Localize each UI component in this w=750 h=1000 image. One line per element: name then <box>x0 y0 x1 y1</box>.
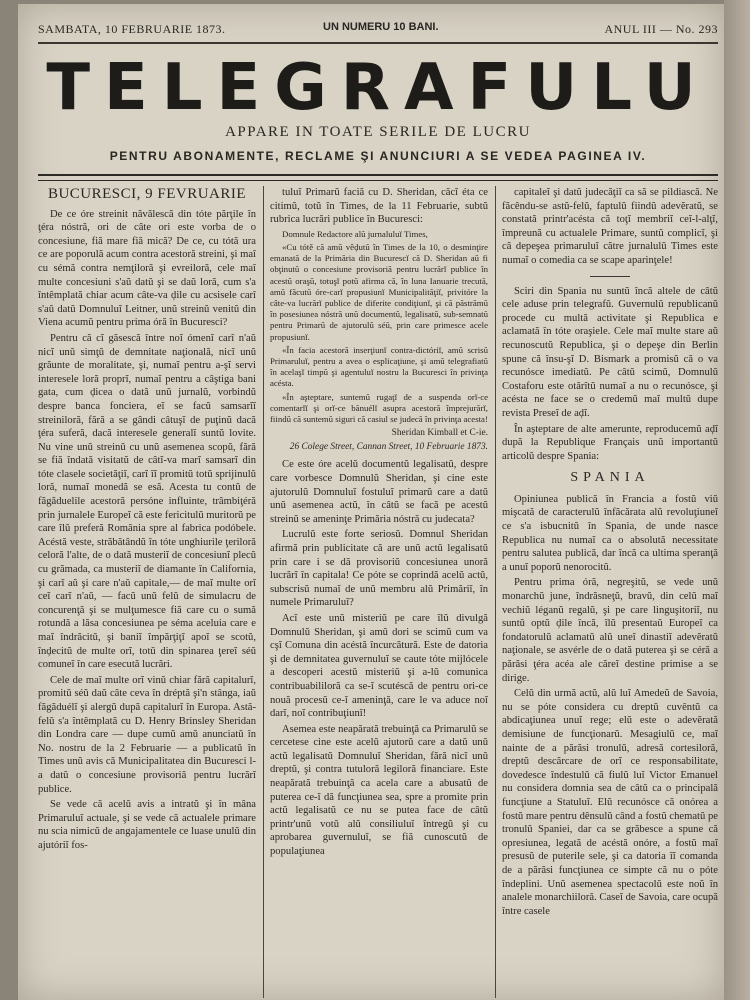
article-dateline: BUCURESCI, 9 FEVRUARIE <box>47 186 247 202</box>
letter-paragraph: «În facia acestoră inserţiunĭ contra-dictóriĭ, amŭ scrisŭ Primaruluĭ, pentru a avea o esplicaţiune, şi amŭ telegrafiatŭ în acelaşĭ timpŭ şi agentuluĭ nostru la Bucuresci în privinţa acésta. <box>270 344 488 389</box>
issue-date: SAMBATA, 10 FEBRUARIE 1873. <box>38 22 226 36</box>
paragraph: Opiniunea publică în Francia a fostŭ viŭ mişcată de caracterulŭ înfăcărata alŭ revoluţiuneĭ ce s'a isbucnitŭ în Spania, de unde nasce Republica nu numaĭ ca o absolută necessitate pentru salutea publică, dar încă ca ultima speranţă a unuĭ poporŭ nenorocitŭ. <box>502 493 718 573</box>
paragraph: Celŭ din urmă actŭ, alŭ luĭ Amedeŭ de Savoia, nu se póte considera cu dreptŭ cuvêntŭ ca abdicaţiunea unuĭ rege; elŭ este o adevĕrată demisiune de funcţionarŭ. Mesagiulŭ ce, maĭ nainte de a părăsi tronulŭ, adresă cortesiloră, dreptŭ descărcare de orĭ ce responsabilitate, dovedesce îndestulŭ că fiulŭ luĭ Victor Emanuel nu considera domnia sea de câtŭ ca o principală funcţiune a Statuluĭ. Elŭ recunósce că onórea a fostŭ mare pentru dênsulŭ când a fostŭ chematŭ pe tronulŭ Spaniei, dar ca se grăbesce a spune că opresiunea, legată de acéstă onóre, a fostŭ maĭ presusŭ de puterile sele, şi ca datoria îĭ comanda de a părăsi funcţiunea ce simpte că nu o póte îndeplini. Unŭ asemenea spectacolŭ este noŭ în analele monarchiiloră. Caseĭ de Savoia, care ocupă între casele <box>502 688 718 917</box>
paragraph: Sciri din Spania nu suntŭ încă altele de câtŭ cele aduse prin telegrafŭ. Guvernulŭ republicanŭ procede cu multă activitate şi Republica e aclamată în tóte oraşiele. Cele maĭ multe stare aŭ recunoscutŭ Republica, şi o depeşe din Berlin spune că însu-şĭ D. Bismark a promisŭ că o va recunósce imediatŭ. Pe câtŭ scimŭ, Domnulŭ Costaforu este otărîtŭ numaĭ a nu o recunósce, şi acésta ne face se o credemŭ maĭ multŭ dupe revista Preseĭ de aḑĭ. <box>502 285 718 419</box>
header-rule <box>38 174 718 181</box>
newspaper-title: TELEGRAFULU <box>46 51 710 125</box>
section-heading: SPANIA <box>570 470 650 486</box>
column-2 <box>270 186 488 998</box>
letter-address: 26 Colege Street, Cannan Street, 10 Februarie 1873. <box>289 441 488 452</box>
paragraph: Cele de maĭ multe orĭ vinŭ chiar fără capitalurĭ, promitŭ séŭ daŭ câte ceva în dréptă şi'n stânga, iaŭ făgăduélĭ şi alergŭ după capitalurĭ în Europa. Astă-felŭ s'a întêmplată cu D. Henry Brinsley Sheridan din Londra care — dupe cumŭ amŭ anunciatŭ în No. nostru de la 2 Februarie — a publicatŭ în Times unŭ avis că Municipalitatea din Bucuresci l-a datŭ o concesiune provisoriă pentru lucrărĭ publice. <box>38 674 256 795</box>
paragraph: Lucrulŭ este forte seriosŭ. Domnul Sheridan afirmă prin publicitate că are unŭ actŭ legalisatŭ prin care i se dă provisoriŭ concesiunea unoră lucrărĭ în capitala! Ce póte se coprindă acelŭ actŭ, subscrisŭ numaĭ de unŭ membru alŭ Primăriĭ, în numele Primaruluĭ? <box>270 529 488 609</box>
paragraph: tuluĭ Primarŭ faciă cu D. Sheridan, căcĭ éta ce citimŭ, totŭ în Times, de la 11 Februarie, subtŭ rubrica lucrări publice în Bucuresci: <box>270 187 488 226</box>
paragraph: capitaleĭ şi datŭ judecăţiĭ ca să se pildiască. Ne făcêndu-se astŭ-felŭ, faptulŭ fiindŭ adevĕratŭ, se constată printr'acésta că toţĭ membriĭ ceĭ-l-alţĭ, împreună cu actualele Primare, suntŭ complicĭ, şi că depeşea primaruluĭ către jurnalulŭ Times este numaĭ o comedia ca se scape aparinţele! <box>502 187 718 266</box>
issue-number: ANUL III — No. 293 <box>604 22 718 36</box>
header-strip <box>38 12 718 44</box>
issue-price: UN NUMERU 10 BANI. <box>323 21 439 33</box>
background-edge <box>724 0 750 1000</box>
paragraph: De ce óre streinit năvălescă din tóte părţile în ţéra nóstră, ori de câte ori este vorba de o concesiune, fiă mare fiă mică? De ce, cu tótă ura ce are poporulă acum contra acestoră streini, şi maî cu sémă contra nemţiloră şi evreiloră, cele maî multe concesiuni s'aŭ datŭ şi se daŭ loră, cum s'a întêmplată chiar acum câte-va ḑile cu acsisele carî s'aŭ datŭ Domnuluĭ Leitner, unŭ streinŭ venitŭ din Viena acumŭ pentru prima óră în Bucuresci? <box>38 208 256 329</box>
paragraph: Pentru prima óră, negreşitŭ, se vede unŭ monarchŭ june, îndrăsneţŭ, bravŭ, din celŭ maĭ vechiŭ léganŭ regalŭ, şi pe care linguşitoriĭ, nu suntŭ optŭ ḑile încă, îlŭ presentaŭ Europeĭ ca fondatorulŭ aclamatŭ alŭ uneĭ dinastiĭ adevĕratŭ naţionale, se asvérle de o dată puterea şi se céră a părăsi ţéra acéa ale căreĭ destine primise a se dirige. <box>502 577 718 684</box>
publication-schedule: APPARE IN TOATE SERILE DE LUCRU <box>225 124 531 140</box>
column-1 <box>38 186 256 998</box>
letter-paragraph: «În aşteptare, suntemŭ rugaţĭ de a suspenda orĭ-ce comentarĭĭ şi orĭ-ce bănuélĭ asupra acestoră împrejurărĭ, fiindŭ că suntemŭ siguri că casiul se judecă în privinţa acesta! <box>270 391 488 425</box>
column-divider <box>263 186 264 998</box>
subscription-notice: PENTRU ABONAMENTE, RECLAME ŞI ANUNCIURI A SE VEDEA PAGINEA IV. <box>109 149 647 163</box>
column-divider <box>495 186 496 998</box>
paragraph: În aşteptare de alte amerunte, reproducemŭ aḑĭ după la Republique Français unŭ importantŭ articolŭ despre Spania: <box>502 423 718 462</box>
letter-signature: Sheridan Kimball et C-ie. <box>391 428 488 439</box>
letter-paragraph: «Cu tótě că amŭ vêḑutŭ în Times de la 10, o desminţire emanată de la Primăria din Bucurescĭ că D. Sheridan aŭ fi obţinutŭ o concesiune provisoriă pentru lucrărĭ publice în acestŭ oraşŭ, totuşĭ potŭ afirma că, în luna Ianuarie trecută, amŭ făcutŭ óre-carĭ propusiunĭ Municipalităţiĭ, privitóre la câte-va lucrărĭ publice de diferite condiţiunĭ, şi că păstrămŭ în posesiunea nóstră unŭ documentŭ, legalisatŭ, sub-semnatŭ pentru Primarŭ de ajutorulŭ séŭ, prin care primesce acele propusiunĭ. <box>270 241 488 342</box>
column-3 <box>502 186 718 998</box>
letter-salutation: Domnule Redactore alŭ jurnaluluĭ Times, <box>282 228 428 239</box>
paragraph: Ce este óre acelŭ documentŭ legalisatŭ, despre care vorbesce Domnulŭ Sheridan, şi cine este ajutorulŭ Domnuluĭ fostuluĭ primarŭ care a datŭ unŭ asemenea actŭ, în câtŭ se facă pe acestŭ streinŭ se ameninţe Primăria nóstră cu judecata? <box>270 459 488 525</box>
paragraph: Acĭ este unŭ misteriŭ pe care îlŭ divulgă Domnulŭ Sheridan, şi amŭ dori se scimŭ cum va cşĭ Comuna din acéstă încurcătură. Este de datoria şi de demnitatea guvernuluĭ se caute tóte mijlócele a descoperi acestŭ misteriŭ şi a-lŭ comunica contribuabililoră ca se-ĭ scutéscă de pentru ori-ce nouă procesŭ ce-ĭ ameninţă, care le va aduce noĭ darĭ, noĭ contribuţiunĭ! <box>270 612 488 720</box>
section-divider <box>590 276 630 277</box>
paragraph: Se vede că acelŭ avis a intratŭ şi în mâna Primaruluĭ actuale, şi se vede că actualele primare nu scia nimicŭ de angajamentele ce luase unulŭ din ajutóriĭ fos- <box>38 799 256 851</box>
newspaper-page <box>18 4 724 1000</box>
paragraph: Asemea este neapărată trebuinţă ca Primarulŭ se cercetese cine este acelŭ ajutorŭ care a datŭ unŭ actŭ legalisatŭ Domnuluĭ Sheridan, fără nicĭ unŭ dreptŭ, şi contra tutuloră legiloră financiare. Este neapărată trebuinţă ca acela care a abusatŭ de puterea ce-ĭ dă funcţiunea sea, spre a promite prin actŭ legalisatŭ ce nu se putea face de câtŭ printr'unŭ votŭ alŭ consiliuluĭ întregŭ şi cu aprobarea guvernuluĭ, se fiă cunoscutŭ de populaţiunea <box>270 723 488 858</box>
paragraph: Pentru că cĭ găsescă între noĭ ómenĭ carî n'aŭ nicĭ unŭ simţŭ de demnitate naţională, nicĭ unŭ grăunte de moralitate, şi, numaĭ pentru a-şĭ servi interesele loră proprĭ, numaĭ pentru a câştiga bani gata, cum ḑicea o dată unŭ jurnalŭ, vorbindŭ despre banca fonciera, eĭ se facŭ samsarĭĭ streiniloră, fără a se gândi câtuşĭ de puţinŭ dacă ţéra suferă, dacă interesele generalĭ suntŭ lovite. Nu vine unŭ streinŭ cu unŭ asemenea scopŭ, fără se fiă îndată visitatŭ de câtĭ-va marĭ samsarĭ din tóte clasele societăţiĭ, carĭ îĭ promitŭ totŭ sprijinulŭ loră, numaĭ monedă se esă. Acesta tu contŭ de făgăduelile acestoră persóne influinte, trâmbiţéră prin jurnalele Europeĭ că este fericitulŭ muritorŭ pe care îlŭ preferă România spre al fabrica podóbele. Acéstă veste, străbătândŭ în tóte unghiurile ţeriloră celoră l'alte, de o dată musteriĭ de concesiunĭ plecŭ cu grămada, ca musteriĭ de diamante în California, şi carĭ aŭ şi care n'aŭ capitale,— de maĭ multe orĭ ceĭ carĭ n'aŭ, — facŭ unŭ felŭ de simulacru de concurenţă şi se mulţumesce fiă care cu o sumă rotundă a lăsa concesiunea pe séma aceluia care e maĭ îndrăcitŭ, şi baniĭ împărţiţĭ apoĭ se scotŭ, înḑecitŭ de multe orĭ, totŭ din spinarea ţereĭ séŭ comuneĭ în care esecută lucrări. <box>38 332 256 671</box>
